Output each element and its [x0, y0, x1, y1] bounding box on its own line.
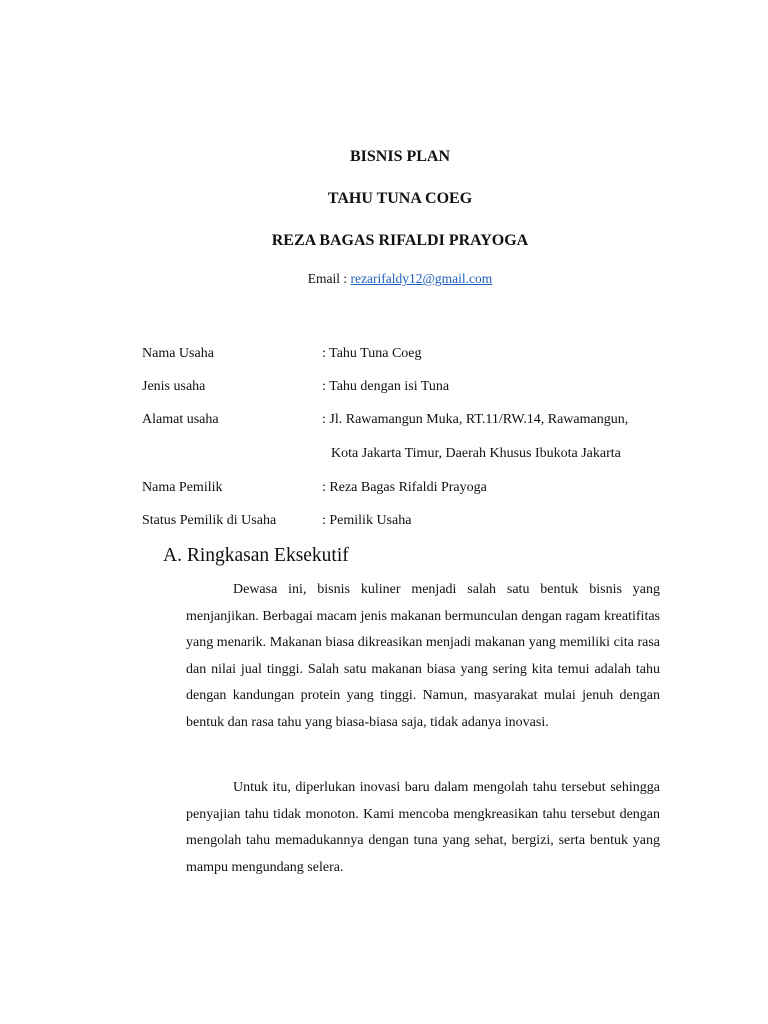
email-link[interactable]: rezarifaldy12@gmail.com [350, 271, 493, 286]
section-a-paragraph-2 [186, 775, 660, 881]
nama-usaha-label: Nama Usaha [142, 346, 214, 361]
paragraph-2-text: Untuk itu, diperlukan inovasi baru dalam mengolah tahu tersebut sehingga penyajian tahu tidak monoton. Kami mencoba mengkreasikan tahu tersebut dengan mengolah tahu memadukannya dengan tuna yang sehat, bergizi, serta bentuk yang mampu mengundang selera. [186, 780, 660, 875]
jenis-usaha-value: : Tahu dengan isi Tuna [322, 379, 450, 394]
status-pemilik-label: Status Pemilik di Usaha [142, 513, 277, 528]
section-a-paragraph-1 [186, 577, 660, 736]
nama-pemilik-label: Nama Pemilik [142, 480, 223, 495]
paragraph-1-text: Dewasa ini, bisnis kuliner menjadi salah satu bentuk bisnis yang menjanjikan. Berbagai macam jenis makanan bermunculan dengan ragam kreatifitas yang menarik. Makanan biasa dikreasikan menjadi makanan yang memiliki cita rasa dan nilai jual tinggi. Salah satu makanan biasa yang sering kita temui adalah tahu dengan kandungan protein yang tinggi. Namun, masyarakat mulai jenuh dengan bentuk dan rasa tahu yang biasa-biasa saja, tidak adanya inovasi. [186, 582, 660, 730]
alamat-usaha-value-line-1: : Jl. Rawamangun Muka, RT.11/RW.14, Rawamangun, [322, 412, 629, 427]
author-name-heading: REZA BAGAS RIFALDI PRAYOGA [271, 232, 529, 249]
alamat-usaha-label: Alamat usaha [142, 412, 219, 427]
email-line [0, 271, 768, 287]
document-title: BISNIS PLAN [349, 148, 451, 165]
nama-usaha-value: : Tahu Tuna Coeg [322, 346, 422, 361]
nama-pemilik-value: : Reza Bagas Rifaldi Prayoga [322, 480, 487, 495]
status-pemilik-value: : Pemilik Usaha [322, 513, 412, 528]
alamat-usaha-value-line-2: Kota Jakarta Timur, Daerah Khusus Ibukota Jakarta [331, 446, 621, 461]
jenis-usaha-label: Jenis usaha [142, 379, 206, 394]
email-label: Email : [307, 271, 351, 286]
product-name-heading: TAHU TUNA COEG [327, 190, 473, 207]
section-a-heading: A. Ringkasan Eksekutif [163, 545, 349, 566]
